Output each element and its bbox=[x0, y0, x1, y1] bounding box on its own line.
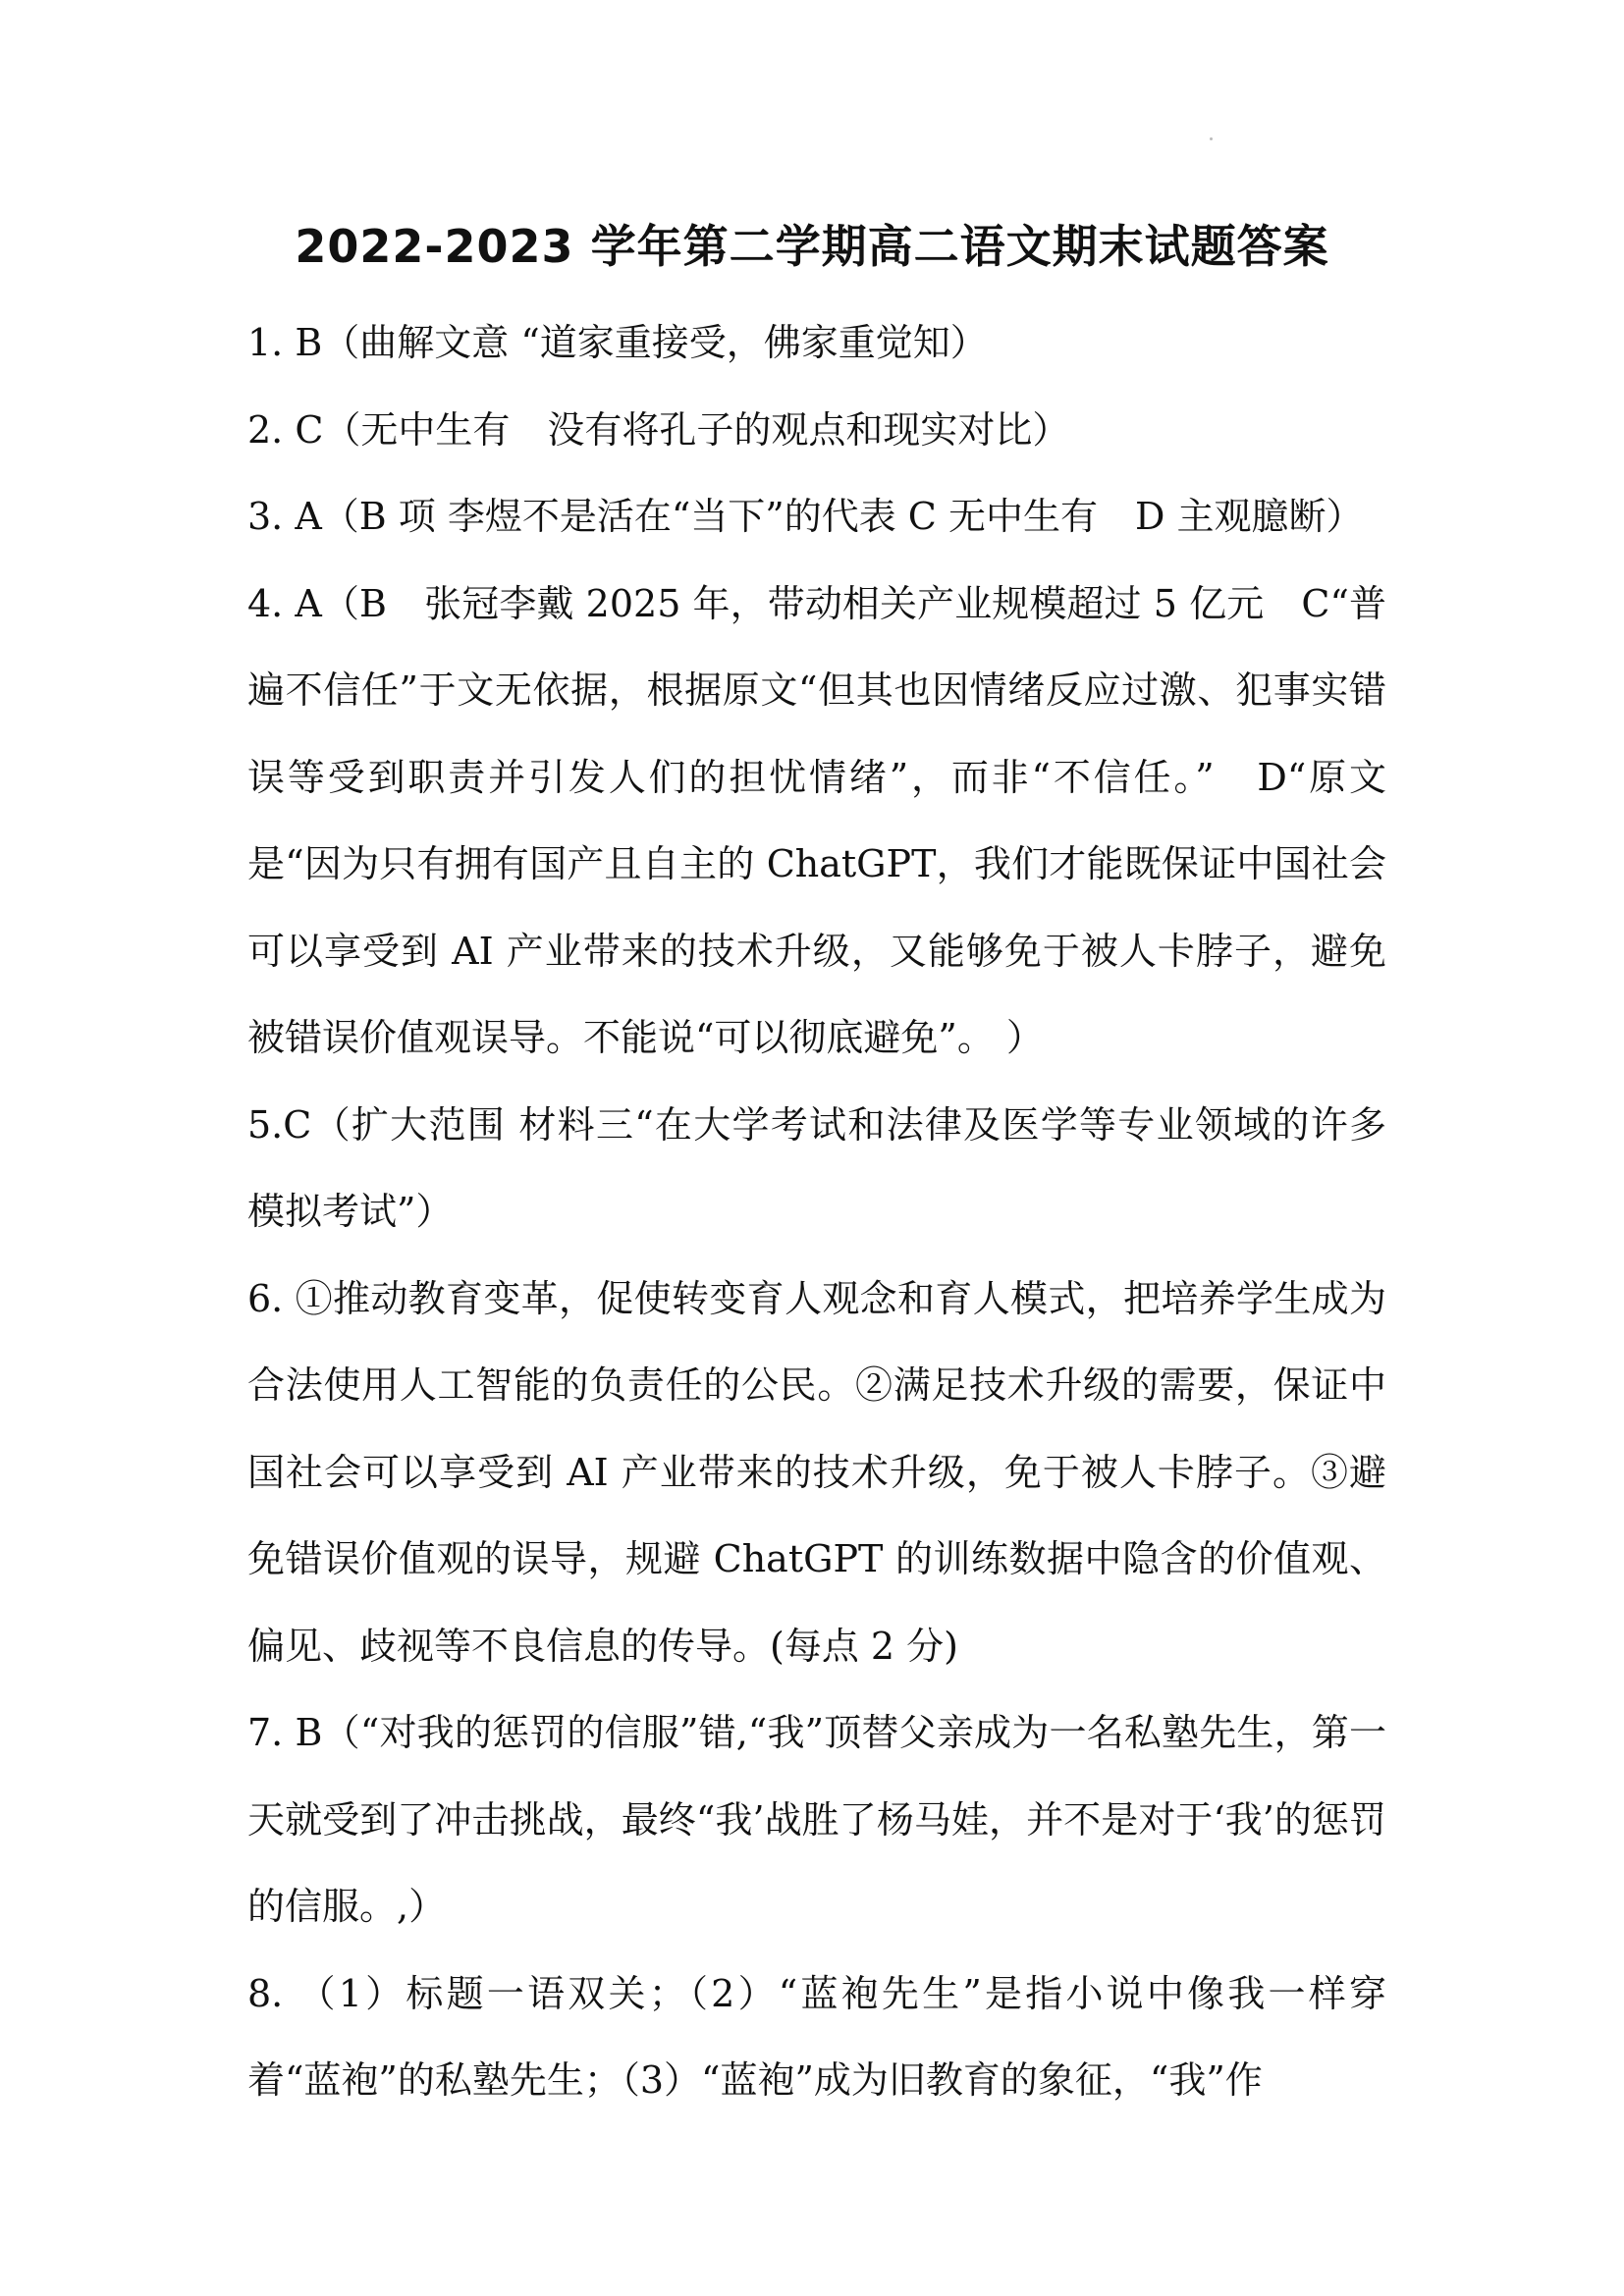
answer-5: 5.C（扩大范围 材料三“在大学考试和法律及医学等专业领域的许多模拟考试”） bbox=[247, 1102, 1386, 1233]
answer-8: 8. （1）标题一语双关；（2）“蓝袍先生”是指小说中像我一样穿着“蓝袍”的私塾先生；（3）“蓝袍”成为旧教育的象征，“我”作 bbox=[247, 1971, 1386, 2102]
answer-3: 3. A（B 项 李煜不是活在“当下”的代表 C 无中生有 D 主观臆断） bbox=[247, 495, 1364, 538]
answer-6: 6. ①推动教育变革，促使转变育人观念和育人模式，把培养学生成为合法使用人工智能的负责任的公民。②满足技术升级的需要，保证中国社会可以享受到 AI 产业带来的技术升级，免于被人卡脖子。③避免错误价值观的误导，规避 ChatGPT 的训练数据中隐含的价值观、偏见、歧视等不良信息的传导。(每点 2 分) bbox=[247, 1276, 1386, 1668]
answer-7: 7. B（“对我的惩罚的信服”错,“我”顶替父亲成为一名私塾先生，第一天就受到了冲击挑战，最终“我’战胜了杨马娃，并不是对于‘我’的惩罚的信服。,） bbox=[247, 1711, 1386, 1928]
answer-list bbox=[247, 299, 1386, 2124]
answer-4: 4. A（B 张冠李戴 2025 年，带动相关产业规模超过 5 亿元 C“普遍不信任”于文无依据，根据原文“但其也因情绪反应过激、犯事实错误等受到职责并引发人们的担忧情绪”，而非“不信任。” D“原文是“因为只有拥有国产且自主的 ChatGPT，我们才能既保证中国社会可以享受到 AI 产业带来的技术升级，又能够免于被人卡脖子，避免被错误价值观误导。不能说“可以彻底避免”。 ） bbox=[247, 581, 1386, 1059]
answer-1: 1. B（曲解文意 “道家重接受，佛家重觉知） bbox=[247, 321, 988, 364]
page-title: 2022-2023 学年第二学期高二语文期末试题答案 bbox=[295, 220, 1329, 273]
scan-speck bbox=[1210, 137, 1213, 140]
answer-2: 2. C（无中生有 没有将孔子的观点和现实对比） bbox=[247, 407, 1070, 452]
